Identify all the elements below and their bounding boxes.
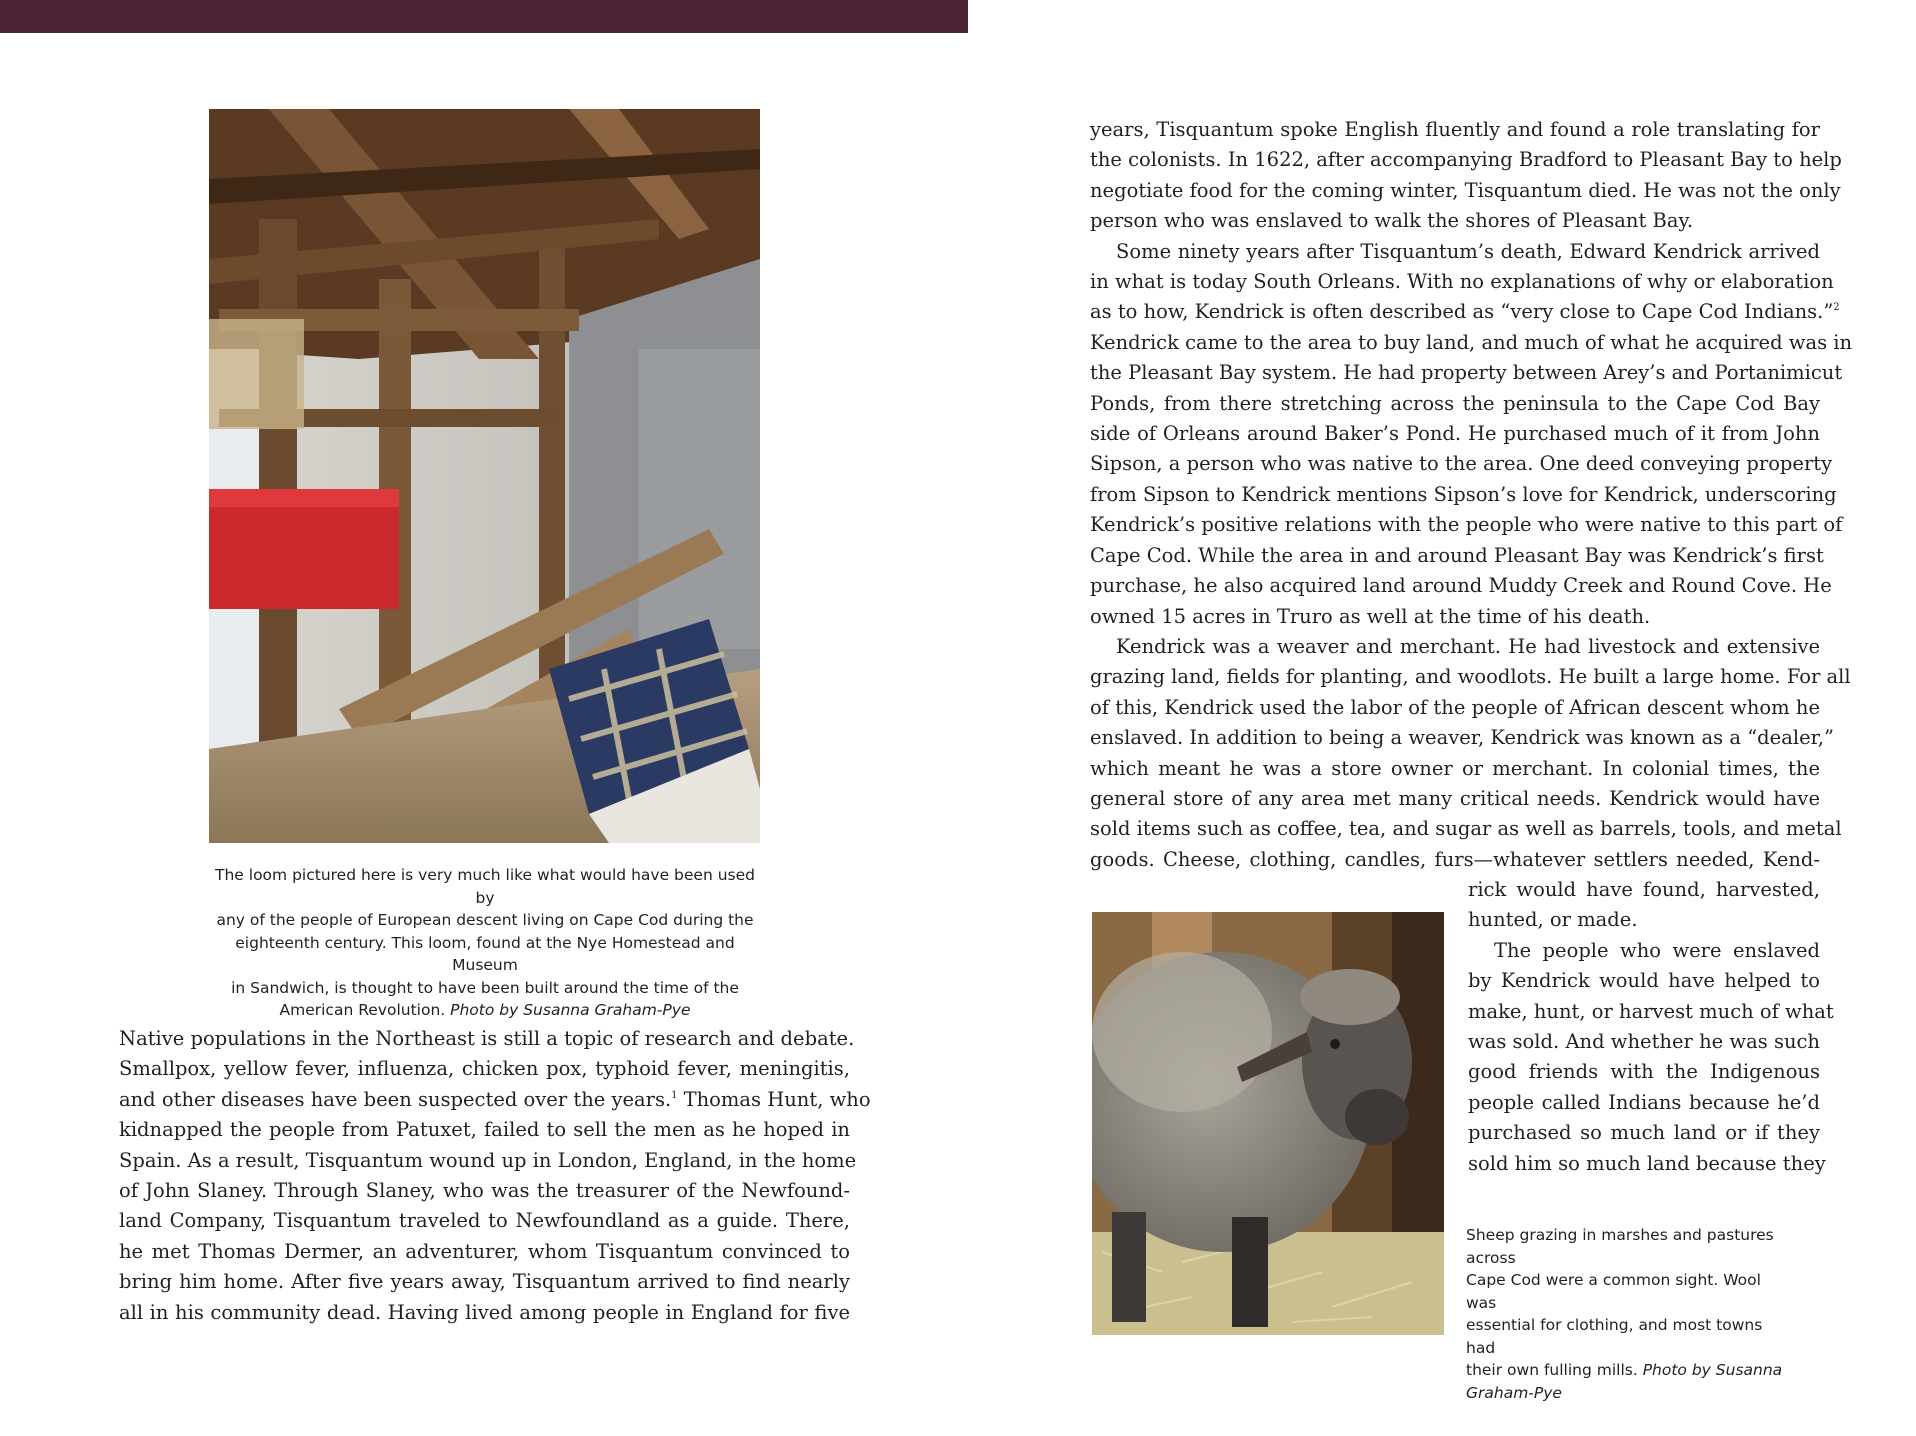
loom-caption-line: eighteenth century. This loom, found at the Nye Homestead and Museum [235, 933, 735, 974]
body-line: of John Slaney. Through Slaney, who was the treasurer of the Newfound- [119, 1179, 850, 1203]
body-line: Native populations in the Northeast is still a topic of research and debate. [119, 1027, 855, 1050]
body-line: make, hunt, or harvest much of what [1468, 999, 1834, 1023]
body-line: enslaved. In addition to being a weaver, Kendrick was known as a “dealer,” [1090, 726, 1834, 750]
loom-photo [209, 109, 760, 843]
body-line: years, Tisquantum spoke English fluently and found a role translating for [1090, 118, 1820, 141]
body-line-text: Thomas Hunt, who [677, 1087, 871, 1111]
body-line: sold him so much land because they [1468, 1151, 1826, 1175]
body-line: Cape Cod. While the area in and around Pleasant Bay was Kendrick’s first [1090, 543, 1824, 567]
footnote-marker: 2 [1833, 302, 1840, 314]
left-body-text [119, 1024, 871, 1328]
sheep-photo-icon [1092, 912, 1444, 1335]
body-line: rick would have found, harvested, [1468, 878, 1820, 901]
body-line: bring him home. After five years away, Tisquantum arrived to find nearly [119, 1270, 850, 1294]
body-line: all in his community dead. Having lived among people in England for five [119, 1300, 850, 1324]
top-color-bar [0, 0, 968, 33]
sheep-caption-line: Sheep grazing in marshes and pastures across [1466, 1226, 1774, 1267]
body-line: grazing land, fields for planting, and woodlots. He built a large home. For all [1090, 665, 1851, 689]
loom-caption-line: The loom pictured here is very much like what would have been used by [215, 866, 755, 907]
loom-photo-caption [205, 864, 765, 1022]
body-line: was sold. And whether he was such [1468, 1030, 1820, 1054]
body-line: Kendrick’s positive relations with the people who were native to this part of [1090, 513, 1843, 537]
sheep-caption-line: essential for clothing, and most towns had [1466, 1316, 1763, 1357]
sheep-caption-line: Cape Cod were a common sight. Wool was [1466, 1271, 1761, 1312]
body-line: Spain. As a result, Tisquantum wound up in London, England, in the home [119, 1148, 857, 1172]
loom-caption-line: in Sandwich, is thought to have been built around the time of the [231, 978, 739, 997]
body-line [119, 1085, 871, 1115]
body-line: purchase, he also acquired land around Muddy Creek and Round Cove. He [1090, 574, 1832, 598]
body-line: Smallpox, yellow fever, influenza, chicken pox, typhoid fever, meningitis, [119, 1057, 850, 1081]
sheep-photo-credit: Graham-Pye [1466, 1383, 1562, 1402]
body-line: people called Indians because he’d [1468, 1090, 1820, 1114]
body-line: Sipson, a person who was native to the area. One deed conveying property [1090, 452, 1833, 476]
body-line: Ponds, from there stretching across the peninsula to the Cape Cod Bay [1090, 391, 1820, 415]
body-line: The people who were enslaved [1494, 938, 1820, 962]
right-wrap-text [1468, 875, 1834, 1179]
loom-photo-credit: Photo by Susanna Graham-Pye [450, 1001, 691, 1019]
loom-photo-icon [209, 109, 760, 843]
body-line: the colonists. In 1622, after accompanying Bradford to Pleasant Bay to help [1090, 148, 1842, 172]
body-line: Kendrick came to the area to buy land, and much of what he acquired was in [1090, 330, 1853, 354]
body-line: owned 15 acres in Truro as well at the time of his death. [1090, 604, 1651, 628]
body-line: land Company, Tisquantum traveled to Newfoundland as a guide. There, [119, 1209, 850, 1233]
body-line-text: as to how, Kendrick is often described as “very close to Cape Cod Indians.” [1090, 300, 1834, 324]
body-line: by Kendrick would have helped to [1468, 969, 1820, 993]
sheep-photo-credit: Photo by Susanna [1642, 1361, 1783, 1379]
body-line: sold items such as coffee, tea, and sugar as well as barrels, tools, and metal [1090, 817, 1842, 841]
body-line: kidnapped the people from Patuxet, failed to sell the men as he hoped in [119, 1118, 850, 1142]
body-line: he met Thomas Dermer, an adventurer, whom Tisquantum convinced to [119, 1239, 850, 1263]
body-line: from Sipson to Kendrick mentions Sipson’s love for Kendrick, underscoring [1090, 482, 1837, 506]
loom-caption-line: American Revolution. [279, 1001, 451, 1019]
body-line-text: and other diseases have been suspected over the years. [119, 1087, 672, 1111]
body-line: of this, Kendrick used the labor of the people of African descent whom he [1090, 695, 1820, 719]
right-body-text [1090, 115, 1853, 875]
body-line: person who was enslaved to walk the shores of Pleasant Bay. [1090, 209, 1694, 233]
body-line: in what is today South Orleans. With no explanations of why or elaboration [1090, 270, 1834, 294]
body-line: negotiate food for the coming winter, Tisquantum died. He was not the only [1090, 178, 1841, 202]
body-line: side of Orleans around Baker’s Pond. He purchased much of it from John [1090, 422, 1820, 446]
body-line: Kendrick was a weaver and merchant. He had livestock and extensive [1116, 634, 1820, 658]
body-line [1090, 297, 1840, 327]
sheep-photo [1092, 912, 1444, 1335]
body-line: which meant he was a store owner or merchant. In colonial times, the [1090, 756, 1820, 780]
body-line: hunted, or made. [1468, 908, 1638, 932]
body-line: general store of any area met many critical needs. Kendrick would have [1090, 786, 1820, 810]
body-line: purchased so much land or if they [1468, 1121, 1820, 1145]
loom-caption-line: any of the people of European descent living on Cape Cod during the [216, 911, 754, 929]
sheep-caption-line: their own fulling mills. [1466, 1361, 1643, 1379]
body-line: good friends with the Indigenous [1468, 1060, 1820, 1084]
sheep-photo-caption [1466, 1224, 1796, 1404]
body-line: Some ninety years after Tisquantum’s death, Edward Kendrick arrived [1116, 239, 1820, 263]
body-line: the Pleasant Bay system. He had property between Arey’s and Portanimicut [1090, 361, 1843, 385]
body-line: goods. Cheese, clothing, candles, furs—whatever settlers needed, Kend- [1090, 847, 1820, 871]
footnote-marker: 1 [671, 1090, 678, 1102]
